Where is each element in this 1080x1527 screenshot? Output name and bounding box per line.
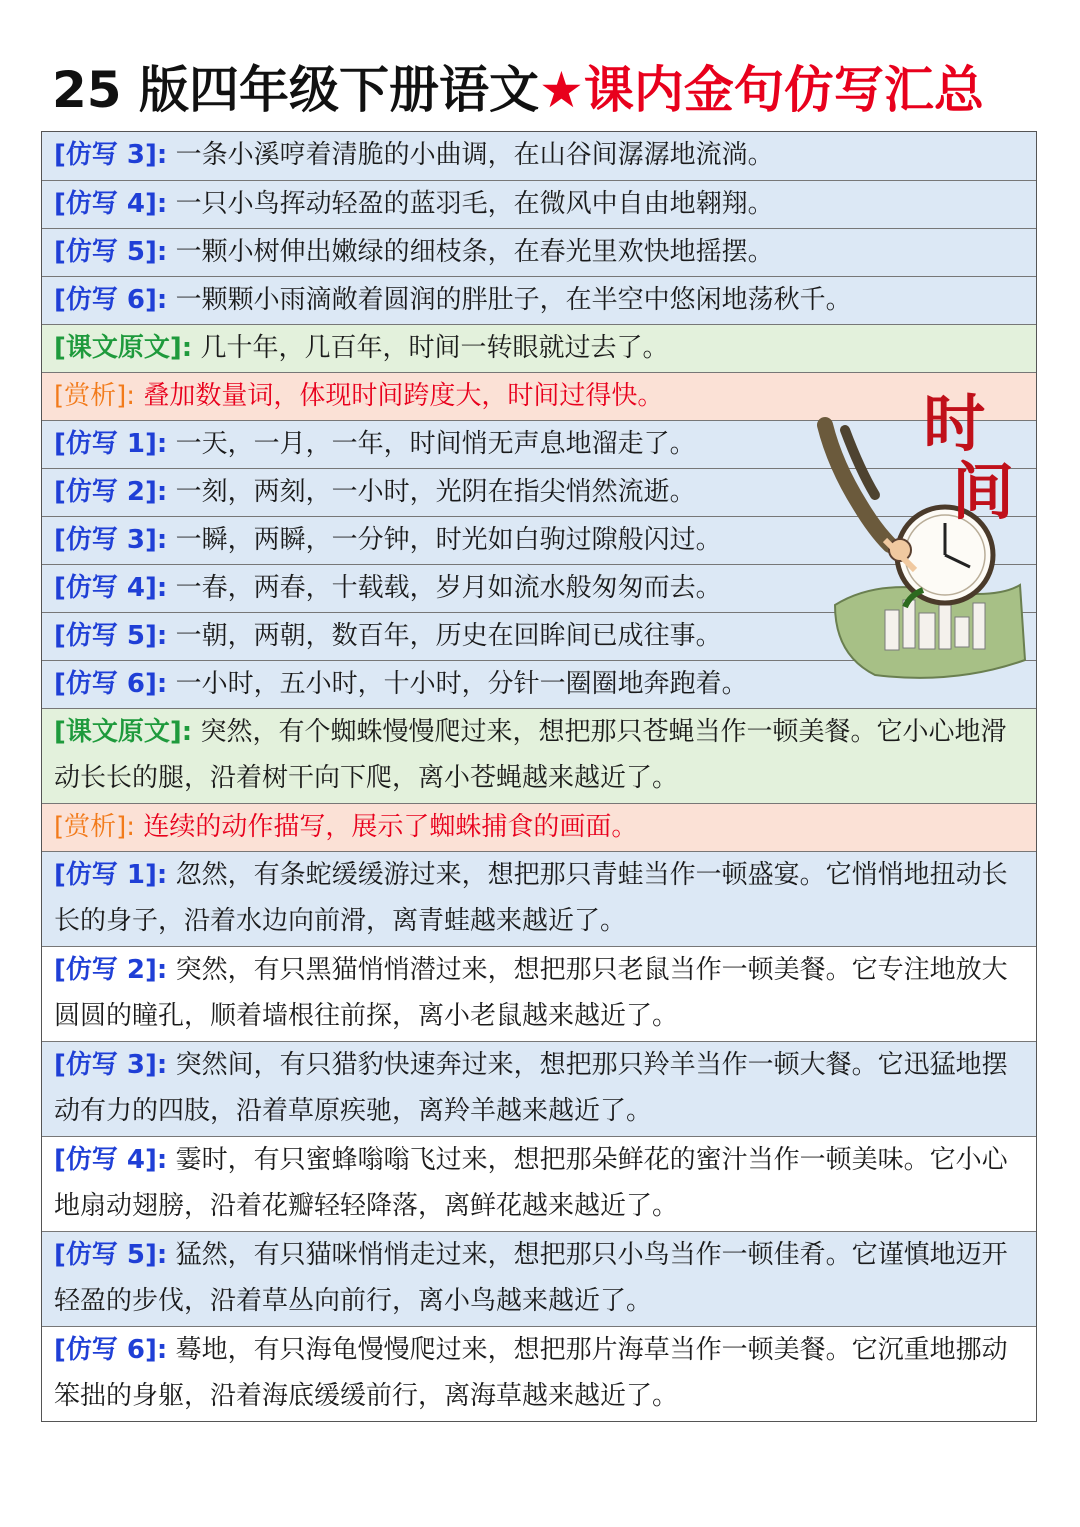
- table-row: [42, 708, 1036, 803]
- row-text: 突然，有个蜘蛛慢慢爬过来，想把那只苍蝇当作一顿美餐。它小心地滑动长长的腿，沿着树干向下爬，离小苍蝇越来越近了。: [54, 717, 1007, 794]
- row-label: [仿写 1]:: [54, 860, 168, 890]
- row-label: [赏析]:: [54, 381, 136, 411]
- row-text: 一条小溪哼着清脆的小曲调，在山谷间潺潺地流淌。: [175, 140, 774, 170]
- page-title: [52, 58, 984, 122]
- row-label: [仿写 3]:: [54, 1050, 168, 1080]
- table-row: [42, 803, 1036, 851]
- row-label: [仿写 5]:: [54, 621, 168, 651]
- row-label: [仿写 1]:: [54, 429, 168, 459]
- table-row: [42, 1041, 1036, 1136]
- row-text: 一只小鸟挥动轻盈的蓝羽毛，在微风中自由地翱翔。: [175, 189, 774, 219]
- row-text: 蓦地，有只海龟慢慢爬过来，想把那片海草当作一顿美餐。它沉重地挪动笨拙的身躯，沿着海底缓缓前行，离海草越来越近了。: [54, 1335, 1008, 1412]
- table-row: [42, 276, 1036, 324]
- row-text: 一颗颗小雨滴敞着圆润的胖肚子，在半空中悠闲地荡秋千。: [175, 285, 852, 315]
- row-label: [仿写 6]:: [54, 1335, 168, 1365]
- table-row: [42, 946, 1036, 1041]
- row-label: [课文原文]:: [54, 333, 193, 363]
- row-text: 几十年，几百年，时间一转眼就过去了。: [200, 333, 669, 363]
- row-text: 一刻，两刻，一小时，光阴在指尖悄然流逝。: [175, 477, 696, 507]
- row-text: 叠加数量词，体现时间跨度大，时间过得快。: [143, 381, 664, 411]
- row-text: 突然间，有只猎豹快速奔过来，想把那只羚羊当作一顿大餐。它迅猛地摆动有力的四肢，沿着草原疾驰，离羚羊越来越近了。: [54, 1050, 1008, 1127]
- table-row: [42, 228, 1036, 276]
- row-label: [仿写 4]:: [54, 573, 168, 603]
- time-illustration: [815, 355, 1030, 700]
- row-text: 一天，一月，一年，时间悄无声息地溜走了。: [175, 429, 696, 459]
- sentence-table: [41, 131, 1037, 1422]
- row-label: [仿写 6]:: [54, 285, 168, 315]
- row-text: 一朝，两朝，数百年，历史在回眸间已成往事。: [175, 621, 722, 651]
- row-text: 一春，两春，十载载，岁月如流水般匆匆而去。: [175, 573, 722, 603]
- row-label: [仿写 4]:: [54, 189, 168, 219]
- row-label: [仿写 5]:: [54, 1240, 168, 1270]
- row-label: [仿写 2]:: [54, 477, 168, 507]
- row-label: [仿写 2]:: [54, 955, 168, 985]
- table-row: [42, 851, 1036, 946]
- row-text: 霎时，有只蜜蜂嗡嗡飞过来，想把那朵鲜花的蜜汁当作一顿美味。它小心地扇动翅膀，沿着花瓣轻轻降落，离鲜花越来越近了。: [54, 1145, 1008, 1222]
- title-highlight: ★课内金句仿写汇总: [539, 61, 984, 119]
- row-label: [仿写 3]:: [54, 140, 168, 170]
- table-row: [42, 1326, 1036, 1421]
- title-main: 25 版四年级下册语文: [52, 61, 539, 119]
- table-row: [42, 1231, 1036, 1326]
- row-label: [仿写 4]:: [54, 1145, 168, 1175]
- row-text: 猛然，有只猫咪悄悄走过来，想把那只小鸟当作一顿佳肴。它谨慎地迈开轻盈的步伐，沿着草丛向前行，离小鸟越来越近了。: [54, 1240, 1008, 1317]
- row-text: 突然，有只黑猫悄悄潜过来，想把那只老鼠当作一顿美餐。它专注地放大圆圆的瞳孔，顺着墙根往前探，离小老鼠越来越近了。: [54, 955, 1008, 1032]
- illustration-char-1: 时: [923, 387, 986, 460]
- table-row: [42, 180, 1036, 228]
- row-label: [课文原文]:: [54, 717, 193, 747]
- row-text: 一颗小树伸出嫩绿的细枝条，在春光里欢快地摇摆。: [175, 237, 774, 267]
- illustration-char-2: 间: [951, 455, 1015, 528]
- row-label: [仿写 3]:: [54, 525, 168, 555]
- row-text: 忽然，有条蛇缓缓游过来，想把那只青蛙当作一顿盛宴。它悄悄地扭动长长的身子，沿着水边向前滑，离青蛙越来越近了。: [54, 860, 1008, 937]
- row-text: 一小时，五小时，十小时，分针一圈圈地奔跑着。: [175, 669, 748, 699]
- row-label: [仿写 5]:: [54, 237, 168, 267]
- row-label: [赏析]:: [54, 812, 136, 842]
- table-row: [42, 132, 1036, 180]
- row-label: [仿写 6]:: [54, 669, 168, 699]
- row-text: 一瞬，两瞬，一分钟，时光如白驹过隙般闪过。: [175, 525, 722, 555]
- table-row: [42, 1136, 1036, 1231]
- row-text: 连续的动作描写，展示了蜘蛛捕食的画面。: [143, 812, 638, 842]
